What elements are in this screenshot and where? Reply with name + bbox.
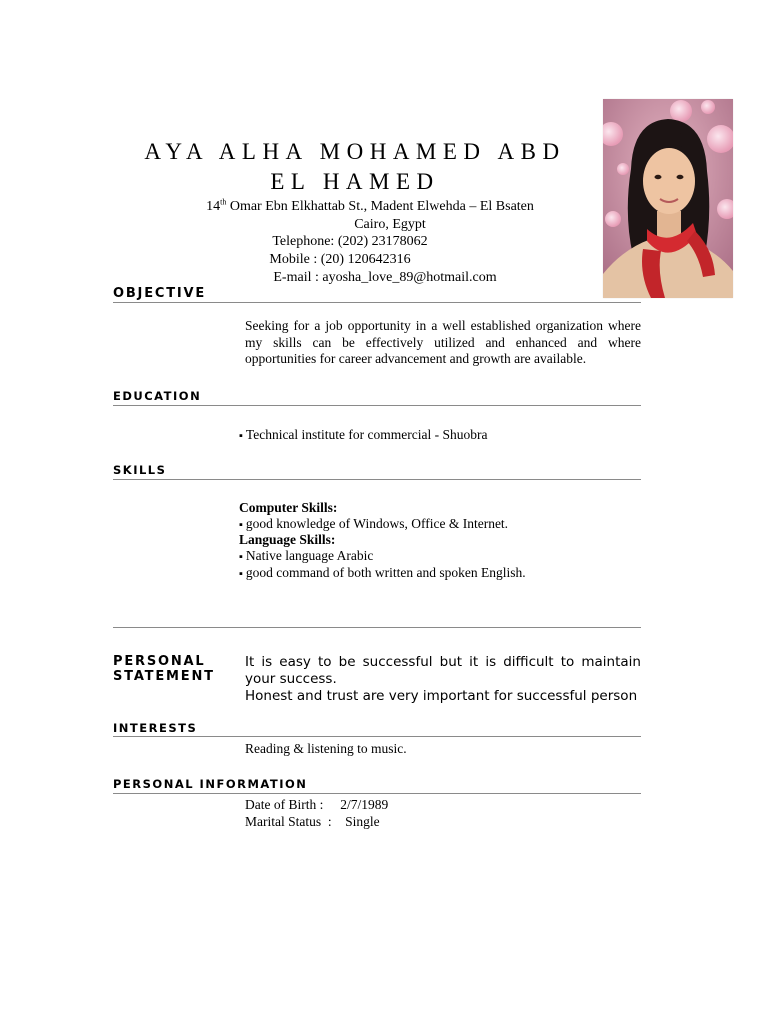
personal-information-block [245, 797, 388, 830]
language-skills-item-2: ▪ good command of both written and spoken English. [239, 565, 526, 583]
objective-text: Seeking for a job opportunity in a well established organization where my skills can be effectively utilized and enhanced and where opportunities for career advancement and growth are available. [245, 318, 641, 366]
personal-information-divider [113, 793, 641, 794]
interests-heading: INTERESTS [113, 721, 198, 735]
telephone: Telephone: (202) 23178062 [272, 234, 428, 249]
email: E-mail : ayosha_love_89@hotmail.com [273, 270, 497, 285]
computer-skills-item: ▪ good knowledge of Windows, Office & Internet. [239, 516, 508, 534]
language-skills-item-1: ▪ Native language Arabic [239, 548, 373, 566]
mobile: Mobile : (20) 120642316 [269, 252, 411, 267]
profile-photo [603, 99, 733, 298]
interests-text: Reading & listening to music. [245, 741, 407, 756]
education-item: ▪ Technical institute for commercial - Shuobra [239, 427, 488, 445]
address-number: 14 [206, 199, 221, 214]
address-city: Cairo, Egypt [354, 217, 426, 232]
skills-heading: SKILLS [113, 463, 167, 477]
marital-status: Marital Status : Single [245, 813, 380, 829]
personal-information-heading: PERSONAL INFORMATION [113, 777, 308, 791]
education-divider [113, 405, 641, 406]
address-line [130, 198, 610, 215]
resume-name-line-1: AYA ALHA MOHAMED ABD [144, 139, 566, 164]
statement-divider [113, 627, 641, 628]
personal-statement-line-1: It is easy to be successful but it is difficult to maintain your success. [245, 654, 641, 687]
language-skills-title: Language Skills: [239, 532, 336, 547]
date-of-birth: Date of Birth : 2/7/1989 [245, 797, 389, 812]
education-heading: EDUCATION [113, 389, 202, 403]
computer-skills-title: Computer Skills: [239, 500, 338, 515]
interests-divider [113, 736, 641, 737]
resume-name-line-2: EL HAMED [270, 169, 440, 194]
objective-heading: OBJECTIVE [113, 286, 207, 301]
personal-statement-text [245, 654, 641, 705]
objective-divider [113, 302, 641, 303]
personal-statement-heading-line-2: STATEMENT [113, 669, 215, 684]
address-suffix: th [220, 197, 227, 207]
address-street: Omar Ebn Elkhattab St., Madent Elwehda – El Bsaten [226, 199, 534, 214]
profile-photo-graphic [603, 99, 733, 298]
personal-statement-heading-line-1: PERSONAL [113, 654, 206, 669]
personal-statement-line-2: Honest and trust are very important for successful person [245, 688, 638, 704]
skills-divider [113, 479, 641, 480]
